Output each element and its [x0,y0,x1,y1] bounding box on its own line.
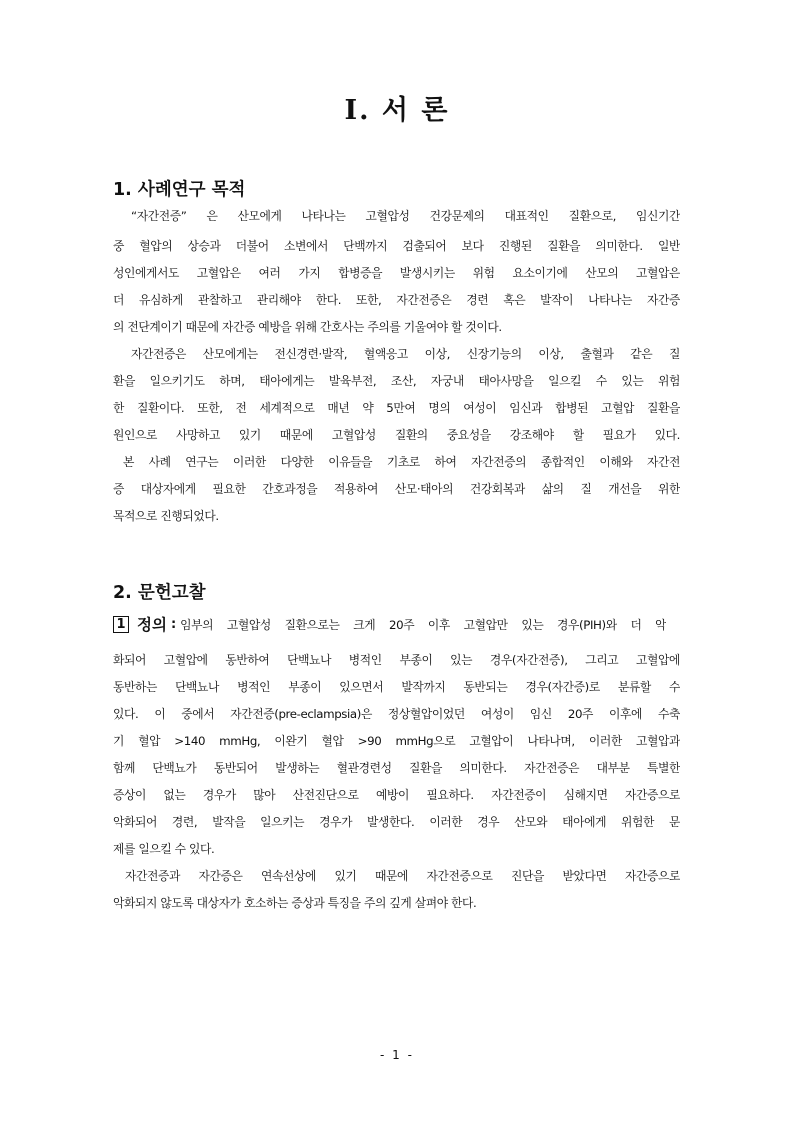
page-title: Ⅰ. 서 론 [344,95,450,126]
paragraph-line: 임부의 고혈압성 질환으로는 크게 20주 이후 고혈압만 있는 경우(PIH)와 더 악 [180,617,667,632]
paragraph-line: 악화되어 경련, 발작을 일으키는 경우가 발생한다. 이러한 경우 산모와 태아에게 위험한 문 [113,815,680,829]
paragraph-line: 함께 단백뇨가 동반되어 발생하는 혈관경련성 질환을 의미한다. 자간전증은 대부분 특별한 [113,761,680,775]
paragraph-line: 동반하는 단백뇨나 병적인 부종이 있으면서 발작까지 동반되는 경우(자간증)로 분류할 수 [113,680,680,694]
paragraph-line: 성인에게서도 고혈압은 여러 가지 합병증을 발생시키는 위험 요소이기에 산모의 고혈압은 [113,266,680,280]
paragraph-line: 기 혈압 >140 mmHg, 이완기 혈압 >90 mmHg으로 고혈압이 나타나며, 이러한 고혈압과 [113,734,680,748]
paragraph-line: 악화되지 않도록 대상자가 호소하는 증상과 특징을 주의 깊게 살펴야 한다. [113,896,477,910]
paragraph-line: 중 혈압의 상승과 더불어 소변에서 단백까지 검출되어 보다 진행된 질환을 의미한다. 일반 [113,239,680,253]
paragraph-line: 한 질환이다. 또한, 전 세계적으로 매년 약 5만여 명의 여성이 임신과 합병된 고혈압 질환을 [113,401,680,415]
paragraph-line: 환을 일으키기도 하며, 태아에게는 발육부전, 조산, 자궁내 태아사망을 일으킬 수 있는 위험 [113,374,680,388]
paragraph-line: 증상이 없는 경우가 많아 산전진단으로 예방이 필요하다. 자간전증이 심해지면 자간증으로 [113,788,680,802]
paragraph-line: 더 유심하게 관찰하고 관리해야 한다. 또한, 자간전증은 경련 혹은 발작이 나타나는 자간증 [113,293,680,307]
paragraph-line: 원인으로 사망하고 있기 때문에 고혈압성 질환의 중요성을 강조해야 할 필요가 있다. [113,428,680,442]
subsection-label: 정의 [137,616,167,634]
section-heading-literature: 2. 문헌고찰 [113,583,206,603]
paragraph-line: 자간전증은 산모에게는 전신경련·발작, 혈액응고 이상, 신장기능의 이상, 출혈과 같은 질 [131,347,680,361]
paragraph-line: 본 사례 연구는 이러한 다양한 이유들을 기초로 하여 자간전증의 종합적인 이해와 자간전 [123,455,680,469]
paragraph-line: 있다. 이 중에서 자간전증(pre-eclampsia)은 정상혈압이었던 여성이 임신 20주 이후에 수축 [113,707,680,721]
subsection-colon: : [170,616,177,632]
paragraph-line: 증 대상자에게 필요한 간호과정을 적용하여 산모·태아의 건강회복과 삶의 질 개선을 위한 [113,482,680,496]
paragraph-line: 자간전증과 자간증은 연속선상에 있기 때문에 자간전증으로 진단을 받았다면 자간증으로 [125,869,680,883]
paragraph-line: 제를 일으킬 수 있다. [113,842,215,856]
paragraph-line: 의 전단계이기 때문에 자간증 예방을 위해 간호사는 주의를 기울여야 할 것이다. [113,320,502,334]
paragraph-line: 목적으로 진행되었다. [113,509,219,523]
paragraph-line: 화되어 고혈압에 동반하여 단백뇨나 병적인 부종이 있는 경우(자간전증), 그리고 고혈압에 [113,653,680,667]
paragraph-line: “자간전증” 은 산모에게 나타나는 고혈압성 건강문제의 대표적인 질환으로, 임신기간 [131,209,680,223]
subsection-definition-row [113,612,666,636]
page-number: - 1 - [380,1048,414,1062]
section-heading-purpose: 1. 사례연구 목적 [113,180,246,200]
subsection-number-box: 1 [113,616,129,633]
